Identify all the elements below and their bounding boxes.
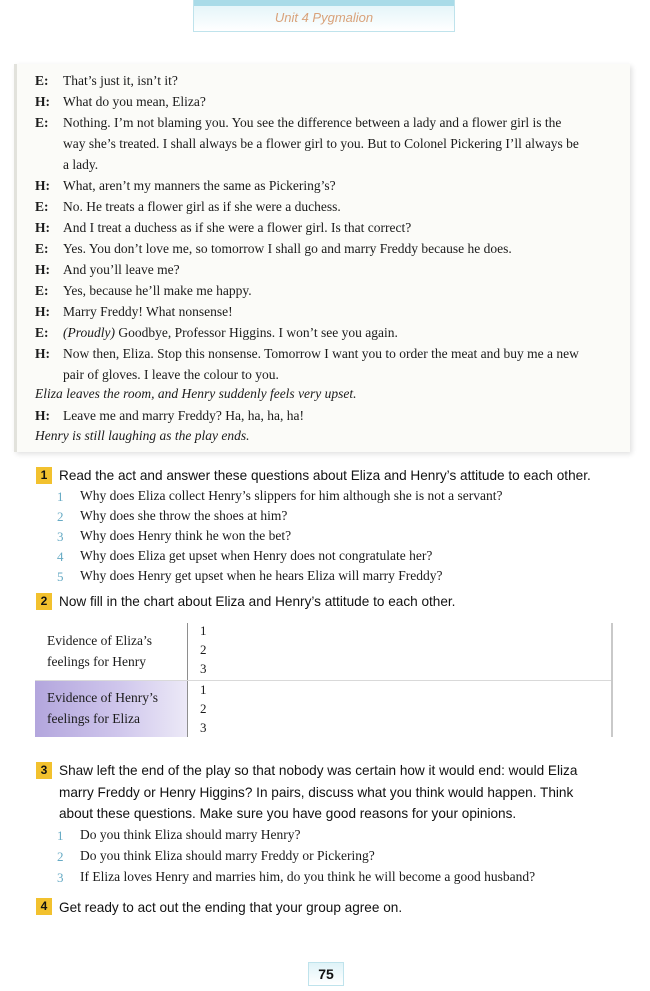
line-continuation: pair of gloves. I leave the colour to you. [63,367,279,382]
exercise-3-instruction-line: about these questions. Make sure you have good reasons for your opinions. [59,806,517,821]
stage-direction: Eliza leaves the room, and Henry suddenly feels very upset. [35,386,357,401]
exercise-2-instruction: Now fill in the chart about Eliza and Henry’s attitude to each other. [59,594,456,609]
exercise-3-instruction-line: Shaw left the end of the play so that nobody was certain how it would end: would Eliza [59,763,578,778]
chart-header-text: feelings for Eliza [47,711,140,726]
question-text: Why does she throw the shoes at him? [80,508,288,523]
exercise-3-instruction-line: marry Freddy or Henry Higgins? In pairs, discuss what you think would happen. Think [59,785,574,800]
question-text: Do you think Eliza should marry Freddy or Pickering? [80,848,375,863]
line-text: Yes, because he’ll make me happy. [63,283,252,298]
speaker: E: [35,73,49,88]
question-text: Why does Henry get upset when he hears Eliza will marry Freddy? [80,568,443,583]
question-number: 3 [57,870,64,885]
question-text: Why does Eliza collect Henry’s slippers for him although she is not a servant? [80,488,503,503]
speaker: H: [35,262,50,277]
exercise-2-badge: 2 [36,593,52,610]
question-number: 2 [57,509,64,524]
chart-entry-number: 1 [200,682,207,697]
question-number: 3 [57,529,64,544]
speaker: E: [35,115,49,130]
unit-title: Unit 4 Pygmalion [274,10,374,25]
chart-header-text: Evidence of Henry’s [47,690,158,705]
speaker: E: [35,283,49,298]
attitude-chart [35,623,613,737]
line-text: Leave me and marry Freddy? Ha, ha, ha, ha! [63,408,305,423]
header-bar [194,0,454,6]
chart-header-henry [35,680,187,737]
speaker: H: [35,408,50,423]
speaker: H: [35,178,50,193]
exercise-1-instruction: Read the act and answer these questions about Eliza and Henry’s attitude to each other. [59,468,591,483]
line-text: What do you mean, Eliza? [63,94,206,109]
speaker: H: [35,304,50,319]
exercise-3-badge: 3 [36,762,52,779]
question-number: 2 [57,849,64,864]
chart-entry-number: 3 [200,661,207,676]
page-number: 75 [308,962,344,986]
exercise-1-badge: 1 [36,467,52,484]
chart-header-text: Evidence of Eliza’s [47,633,152,648]
speaker: H: [35,346,50,361]
speaker: E: [35,241,49,256]
line-text: No. He treats a flower girl as if she were a duchess. [63,199,341,214]
line-continuation: way she’s treated. I shall always be a flower girl to you. But to Colonel Pickering I’ll always be [63,136,579,151]
line-text: What, aren’t my manners the same as Pickering’s? [63,178,336,193]
exercise-4-instruction: Get ready to act out the ending that your group agree on. [59,900,403,915]
chart-header-eliza [35,623,187,680]
line-continuation: a lady. [63,157,99,172]
chart-row-divider [35,680,611,681]
question-number: 1 [57,489,64,504]
line-text: Now then, Eliza. Stop this nonsense. Tomorrow I want you to order the meat and buy me a new [63,346,579,361]
line-text: Nothing. I’m not blaming you. You see the difference between a lady and a flower girl is the [63,115,562,130]
speaker: H: [35,94,50,109]
question-number: 1 [57,828,64,843]
line-text: That’s just it, isn’t it? [63,73,178,88]
question-text: Why does Henry think he won the bet? [80,528,292,543]
question-number: 5 [57,569,64,584]
line-text-rest: Goodbye, Professor Higgins. I won’t see you again. [114,325,398,340]
question-text: If Eliza loves Henry and marries him, do you think he will become a good husband? [80,869,536,884]
stage-direction: Henry is still laughing as the play ends. [35,428,250,443]
line-text: And you’ll leave me? [63,262,180,277]
speaker: E: [35,199,49,214]
line-text: And I treat a duchess as if she were a flower girl. Is that correct? [63,220,412,235]
chart-header-text: feelings for Henry [47,654,146,669]
question-text: Why does Eliza get upset when Henry does not congratulate her? [80,548,433,563]
speaker: E: [35,325,49,340]
stage-cue: (Proudly) [63,325,115,340]
question-text: Do you think Eliza should marry Henry? [80,827,301,842]
unit-header-tab [193,0,455,32]
line-text [63,323,398,343]
chart-entry-number: 2 [200,642,207,657]
chart-entry-number: 1 [200,623,207,638]
chart-entry-number: 3 [200,720,207,735]
chart-entry-number: 2 [200,701,207,716]
exercise-4-badge: 4 [36,898,52,915]
speaker: H: [35,220,50,235]
line-text: Marry Freddy! What nonsense! [63,304,233,319]
question-number: 4 [57,549,64,564]
line-text: Yes. You don’t love me, so tomorrow I shall go and marry Freddy because he does. [63,241,512,256]
